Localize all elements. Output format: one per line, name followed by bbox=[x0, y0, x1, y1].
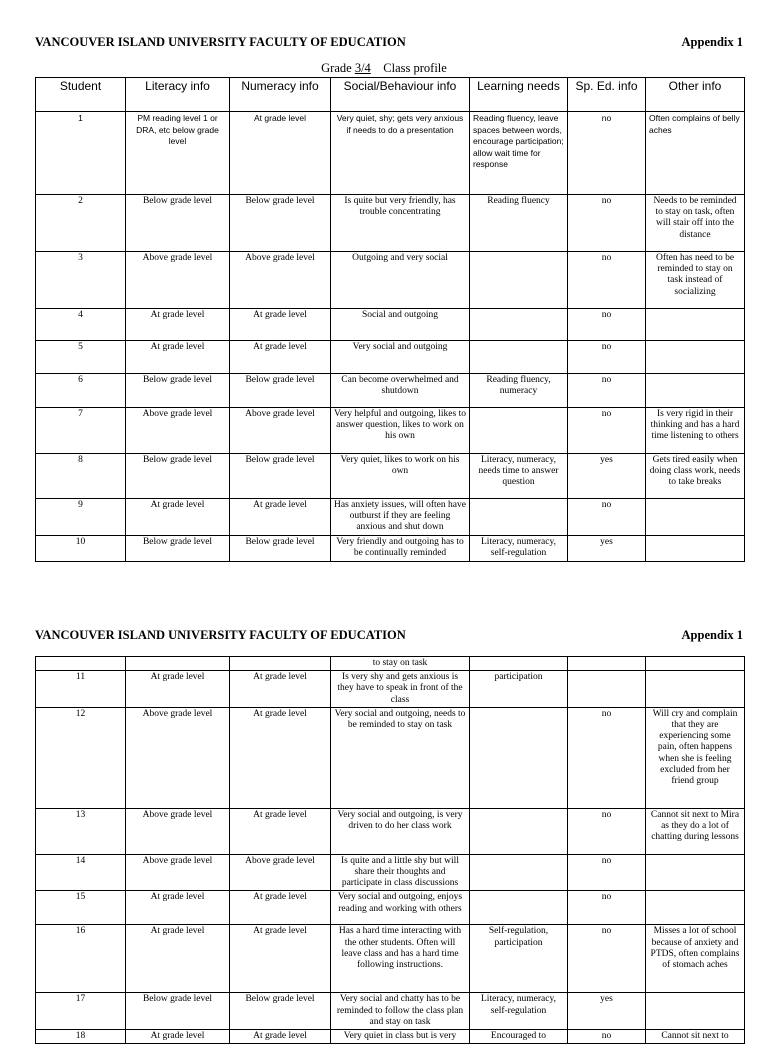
other-cell: Needs to be reminded to stay on task, often will stair off into the distance bbox=[646, 195, 745, 252]
numeracy-cell: Below grade level bbox=[230, 195, 331, 252]
sped-cell: yes bbox=[568, 535, 646, 561]
other-cell bbox=[646, 854, 745, 891]
other-cell: Often has need to be reminded to stay on task instead of socializing bbox=[646, 252, 745, 309]
sped-cell: no bbox=[568, 374, 646, 408]
literacy-cell: PM reading level 1 or DRA, etc below grade level bbox=[126, 112, 230, 195]
other-cell bbox=[646, 657, 745, 671]
col-header-student: Student bbox=[36, 78, 126, 112]
other-cell: Often complains of belly aches bbox=[646, 112, 745, 195]
literacy-cell: At grade level bbox=[126, 1030, 230, 1044]
literacy-cell: Below grade level bbox=[126, 993, 230, 1030]
sped-cell: no bbox=[568, 707, 646, 808]
literacy-cell: Above grade level bbox=[126, 808, 230, 854]
social-cell: Very social and chatty has to be reminded to follow the class plan and stay on task bbox=[331, 993, 470, 1030]
social-cell: Very quiet in class but is very bbox=[331, 1030, 470, 1044]
numeracy-cell: Above grade level bbox=[230, 408, 331, 454]
learning-cell: Reading fluency bbox=[470, 195, 568, 252]
student-cell: 5 bbox=[36, 341, 126, 374]
literacy-cell: Below grade level bbox=[126, 454, 230, 499]
other-cell bbox=[646, 374, 745, 408]
literacy-cell: At grade level bbox=[126, 341, 230, 374]
table-row bbox=[36, 808, 745, 854]
student-cell: 6 bbox=[36, 374, 126, 408]
learning-cell bbox=[470, 341, 568, 374]
numeracy-cell: At grade level bbox=[230, 112, 331, 195]
other-cell bbox=[646, 535, 745, 561]
literacy-cell: Below grade level bbox=[126, 195, 230, 252]
numeracy-cell: Above grade level bbox=[230, 854, 331, 891]
table-row bbox=[36, 535, 745, 561]
sped-cell: no bbox=[568, 925, 646, 993]
class-profile-table-continued bbox=[35, 656, 745, 1044]
learning-cell bbox=[470, 891, 568, 925]
learning-cell: Literacy, numeracy, self-regulation bbox=[470, 535, 568, 561]
caption-grade: 3/4 bbox=[354, 61, 371, 75]
numeracy-cell: Below grade level bbox=[230, 374, 331, 408]
student-cell: 7 bbox=[36, 408, 126, 454]
numeracy-cell: Below grade level bbox=[230, 535, 331, 561]
other-cell: Cannot sit next to bbox=[646, 1030, 745, 1044]
social-cell: Very quiet, likes to work on his own bbox=[331, 454, 470, 499]
col-header-social: Social/Behaviour info bbox=[331, 78, 470, 112]
numeracy-cell: At grade level bbox=[230, 925, 331, 993]
other-cell bbox=[646, 499, 745, 536]
social-cell: Is very shy and gets anxious is they have to speak in front of the class bbox=[331, 671, 470, 708]
caption-suffix: Class profile bbox=[370, 61, 447, 75]
sped-cell: no bbox=[568, 309, 646, 341]
table-row bbox=[36, 1030, 745, 1044]
caption-prefix: Grade bbox=[321, 61, 355, 75]
table-row bbox=[36, 252, 745, 309]
social-cell: Very quiet, shy; gets very anxious if needs to do a presentation bbox=[331, 112, 470, 195]
col-header-sped: Sp. Ed. info bbox=[568, 78, 646, 112]
literacy-cell: At grade level bbox=[126, 499, 230, 536]
sped-cell: no bbox=[568, 1030, 646, 1044]
learning-cell: participation bbox=[470, 671, 568, 708]
table-row bbox=[36, 671, 745, 708]
sped-cell bbox=[568, 671, 646, 708]
col-header-other: Other info bbox=[646, 78, 745, 112]
student-cell: 2 bbox=[36, 195, 126, 252]
student-cell: 16 bbox=[36, 925, 126, 993]
social-cell: Very helpful and outgoing, likes to answer question, likes to work on his own bbox=[331, 408, 470, 454]
table-row bbox=[36, 499, 745, 536]
other-cell: Misses a lot of school because of anxiety and PTDS, often complains of stomach aches bbox=[646, 925, 745, 993]
table-row bbox=[36, 891, 745, 925]
learning-cell: Literacy, numeracy, needs time to answer question bbox=[470, 454, 568, 499]
social-cell: Very social and outgoing bbox=[331, 341, 470, 374]
student-cell: 15 bbox=[36, 891, 126, 925]
other-cell: Cannot sit next to Mira as they do a lot of chatting during lessons bbox=[646, 808, 745, 854]
student-cell: 12 bbox=[36, 707, 126, 808]
numeracy-cell: At grade level bbox=[230, 499, 331, 536]
social-cell: to stay on task bbox=[331, 657, 470, 671]
student-cell bbox=[36, 657, 126, 671]
numeracy-cell: Below grade level bbox=[230, 993, 331, 1030]
other-cell bbox=[646, 341, 745, 374]
learning-cell: Reading fluency, numeracy bbox=[470, 374, 568, 408]
literacy-cell: Below grade level bbox=[126, 374, 230, 408]
page1-header bbox=[35, 35, 743, 51]
learning-cell bbox=[470, 707, 568, 808]
table-row bbox=[36, 195, 745, 252]
numeracy-cell: Above grade level bbox=[230, 252, 331, 309]
student-cell: 11 bbox=[36, 671, 126, 708]
page2-header bbox=[35, 628, 743, 644]
sped-cell: no bbox=[568, 408, 646, 454]
sped-cell: no bbox=[568, 112, 646, 195]
sped-cell: no bbox=[568, 499, 646, 536]
student-cell: 3 bbox=[36, 252, 126, 309]
student-cell: 17 bbox=[36, 993, 126, 1030]
literacy-cell: Above grade level bbox=[126, 252, 230, 309]
institution-title: VANCOUVER ISLAND UNIVERSITY FACULTY OF EDUCATION bbox=[35, 35, 406, 49]
literacy-cell bbox=[126, 657, 230, 671]
social-cell: Very social and outgoing, needs to be reminded to stay on task bbox=[331, 707, 470, 808]
numeracy-cell bbox=[230, 657, 331, 671]
social-cell: Has anxiety issues, will often have outburst if they are feeling anxious and shut down bbox=[331, 499, 470, 536]
table-row bbox=[36, 707, 745, 808]
literacy-cell: At grade level bbox=[126, 891, 230, 925]
social-cell: Is quite and a little shy but will share their thoughts and participate in class discussions bbox=[331, 854, 470, 891]
sped-cell: no bbox=[568, 341, 646, 374]
other-cell bbox=[646, 993, 745, 1030]
table-header-row bbox=[36, 78, 745, 112]
numeracy-cell: At grade level bbox=[230, 309, 331, 341]
literacy-cell: At grade level bbox=[126, 671, 230, 708]
learning-cell bbox=[470, 657, 568, 671]
learning-cell: Self-regulation, participation bbox=[470, 925, 568, 993]
appendix-label: Appendix 1 bbox=[681, 628, 743, 642]
literacy-cell: At grade level bbox=[126, 925, 230, 993]
table-row bbox=[36, 454, 745, 499]
appendix-label: Appendix 1 bbox=[681, 35, 743, 49]
sped-cell: yes bbox=[568, 993, 646, 1030]
student-cell: 13 bbox=[36, 808, 126, 854]
numeracy-cell: At grade level bbox=[230, 671, 331, 708]
student-cell: 10 bbox=[36, 535, 126, 561]
institution-title: VANCOUVER ISLAND UNIVERSITY FACULTY OF EDUCATION bbox=[35, 628, 406, 642]
social-cell: Social and outgoing bbox=[331, 309, 470, 341]
learning-cell: Encouraged to bbox=[470, 1030, 568, 1044]
learning-cell bbox=[470, 808, 568, 854]
learning-cell: Reading fluency, leave spaces between words, encourage participation; allow wait time for response bbox=[470, 112, 568, 195]
learning-cell bbox=[470, 499, 568, 536]
social-cell: Has a hard time interacting with the other students. Often will leave class and has a hard time following instructions. bbox=[331, 925, 470, 993]
learning-cell bbox=[470, 408, 568, 454]
social-cell: Outgoing and very social bbox=[331, 252, 470, 309]
table-row bbox=[36, 309, 745, 341]
social-cell: Is quite but very friendly, has trouble concentrating bbox=[331, 195, 470, 252]
numeracy-cell: At grade level bbox=[230, 707, 331, 808]
other-cell: Gets tired easily when doing class work, needs to take breaks bbox=[646, 454, 745, 499]
class-profile-table bbox=[35, 77, 745, 562]
col-header-numeracy: Numeracy info bbox=[230, 78, 331, 112]
learning-cell: Literacy, numeracy, self-regulation bbox=[470, 993, 568, 1030]
numeracy-cell: At grade level bbox=[230, 891, 331, 925]
sped-cell bbox=[568, 657, 646, 671]
literacy-cell: Above grade level bbox=[126, 707, 230, 808]
numeracy-cell: At grade level bbox=[230, 808, 331, 854]
table-row bbox=[36, 657, 745, 671]
literacy-cell: At grade level bbox=[126, 309, 230, 341]
sped-cell: no bbox=[568, 854, 646, 891]
other-cell bbox=[646, 671, 745, 708]
sped-cell: no bbox=[568, 891, 646, 925]
numeracy-cell: Below grade level bbox=[230, 454, 331, 499]
student-cell: 14 bbox=[36, 854, 126, 891]
student-cell: 4 bbox=[36, 309, 126, 341]
numeracy-cell: At grade level bbox=[230, 341, 331, 374]
numeracy-cell: At grade level bbox=[230, 1030, 331, 1044]
other-cell: Is very rigid in their thinking and has a hard time listening to others bbox=[646, 408, 745, 454]
other-cell: Will cry and complain that they are experiencing some pain, often happens when she is feeling excluded from her friend group bbox=[646, 707, 745, 808]
other-cell bbox=[646, 309, 745, 341]
table-row bbox=[36, 374, 745, 408]
student-cell: 1 bbox=[36, 112, 126, 195]
sped-cell: yes bbox=[568, 454, 646, 499]
student-cell: 18 bbox=[36, 1030, 126, 1044]
social-cell: Very social and outgoing, is very driven to do her class work bbox=[331, 808, 470, 854]
social-cell: Can become overwhelmed and shutdown bbox=[331, 374, 470, 408]
student-cell: 8 bbox=[36, 454, 126, 499]
col-header-learning: Learning needs bbox=[470, 78, 568, 112]
other-cell bbox=[646, 891, 745, 925]
table-row bbox=[36, 341, 745, 374]
social-cell: Very friendly and outgoing has to be continually reminded bbox=[331, 535, 470, 561]
table-row bbox=[36, 925, 745, 993]
learning-cell bbox=[470, 309, 568, 341]
table-caption bbox=[0, 61, 768, 76]
literacy-cell: Below grade level bbox=[126, 535, 230, 561]
student-cell: 9 bbox=[36, 499, 126, 536]
social-cell: Very social and outgoing, enjoys reading and working with others bbox=[331, 891, 470, 925]
sped-cell: no bbox=[568, 808, 646, 854]
table-row bbox=[36, 993, 745, 1030]
sped-cell: no bbox=[568, 252, 646, 309]
sped-cell: no bbox=[568, 195, 646, 252]
learning-cell bbox=[470, 252, 568, 309]
literacy-cell: Above grade level bbox=[126, 408, 230, 454]
table-row bbox=[36, 112, 745, 195]
col-header-literacy: Literacy info bbox=[126, 78, 230, 112]
table-row bbox=[36, 408, 745, 454]
table-row bbox=[36, 854, 745, 891]
literacy-cell: Above grade level bbox=[126, 854, 230, 891]
learning-cell bbox=[470, 854, 568, 891]
